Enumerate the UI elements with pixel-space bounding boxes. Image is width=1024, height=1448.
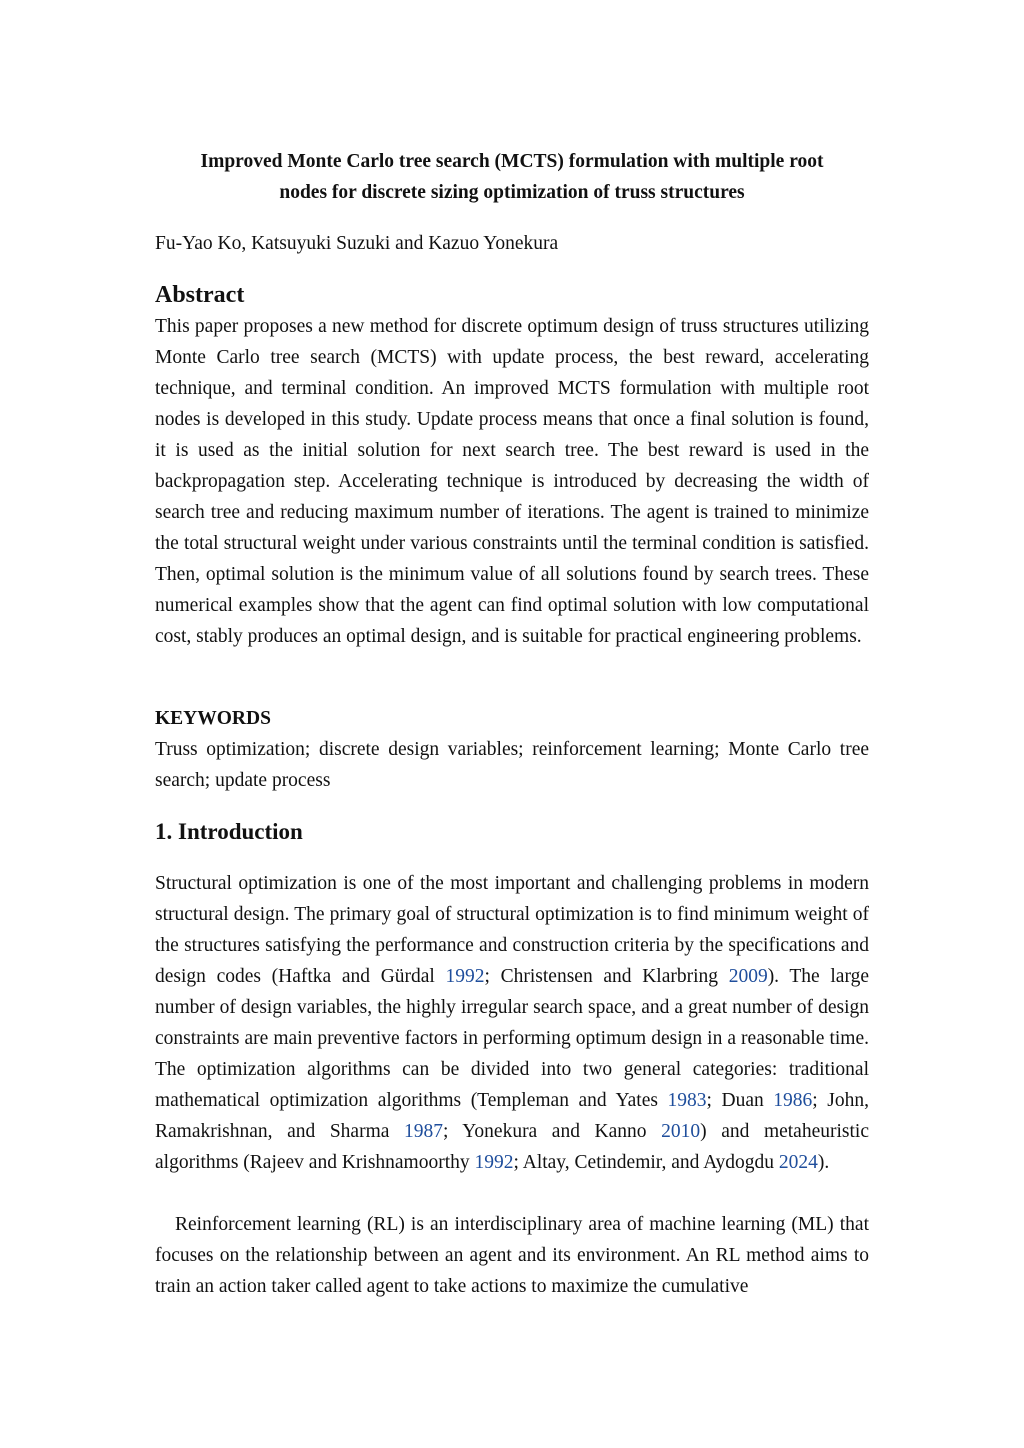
intro-text-6: ; Yonekura and Kanno xyxy=(443,1121,662,1142)
citation-link-templeman-1983[interactable]: 1983 xyxy=(667,1090,707,1111)
author-list: Fu-Yao Ko, Katsuyuki Suzuki and Kazuo Yonekura xyxy=(155,233,559,254)
intro-text-7: ) and metaheuristic algorithms (Rajeev and Krishnamoorthy xyxy=(155,1121,869,1173)
title-line-1: Improved Monte Carlo tree search (MCTS) formulation with multiple root xyxy=(200,151,824,172)
introduction-paragraph-2: Reinforcement learning (RL) is an interdisciplinary area of machine learning (ML) that focuses on the relationship between an agent and its environment. An RL method aims to train an action taker called agent to take actions to maximize the cumulative xyxy=(155,1214,869,1297)
keywords-text: Truss optimization; discrete design variables; reinforcement learning; Monte Carlo tree search; update process xyxy=(155,739,869,791)
abstract-text: This paper proposes a new method for discrete optimum design of truss structures utilizing Monte Carlo tree search (MCTS) with update process, the best reward, accelerating technique, and terminal condition. An improved MCTS formulation with multiple root nodes is developed in this study. Update process means that once a final solution is found, it is used as the initial solution for next search tree. The best reward is used in the backpropagation step. Accelerating technique is introduced by decreasing the width of search tree and reducing maximum number of iterations. The agent is trained to minimize the total structural weight under various constraints until the terminal condition is satisfied. Then, optimal solution is the minimum value of all solutions found by search trees. These numerical examples show that the agent can find optimal solution with low computational cost, stably produces an optimal design, and is suitable for practical engineering problems. xyxy=(155,316,869,647)
introduction-heading: 1. Introduction xyxy=(155,819,303,844)
paper-title xyxy=(155,146,869,208)
citation-link-christensen-2009[interactable]: 2009 xyxy=(728,966,768,987)
citation-link-yonekura-2010[interactable]: 2010 xyxy=(661,1121,701,1142)
citation-link-duan-1986[interactable]: 1986 xyxy=(773,1090,813,1111)
intro-text-1: Structural optimization is one of the most important and challenging problems in modern structural design. The primary goal of structural optimization is to find minimum weight of the structures satisfying the performance and construction criteria by the specifications and design codes (Haftka and Gürdal xyxy=(155,873,869,987)
intro-text-5: ; John, Ramakrishnan, and Sharma xyxy=(155,1090,869,1142)
introduction-paragraph-1 xyxy=(155,868,869,1178)
intro-text-4: ; Duan xyxy=(706,1090,774,1111)
citation-link-haftka-1992[interactable]: 1992 xyxy=(445,966,485,987)
citation-link-altay-2024[interactable]: 2024 xyxy=(778,1152,818,1173)
intro-text-3: ). The large number of design variables, the highly irregular search space, and a great number of design constraints are main preventive factors in performing optimum design in a reasonable time. The optimization algorithms can be divided into two general categories: traditional mathematical optimization algorithms (Templeman and Yates xyxy=(155,966,869,1111)
intro-text-2: ; Christensen and Klarbring xyxy=(484,966,729,987)
keywords-heading: KEYWORDS xyxy=(155,708,271,729)
abstract-heading: Abstract xyxy=(155,282,245,308)
intro-text-8: ; Altay, Cetindemir, and Aydogdu xyxy=(513,1152,779,1173)
title-line-2: nodes for discrete sizing optimization of truss structures xyxy=(279,182,745,203)
intro-text-9: ). xyxy=(817,1152,830,1173)
citation-link-rajeev-1992[interactable]: 1992 xyxy=(474,1152,514,1173)
citation-link-john-1987[interactable]: 1987 xyxy=(404,1121,443,1142)
